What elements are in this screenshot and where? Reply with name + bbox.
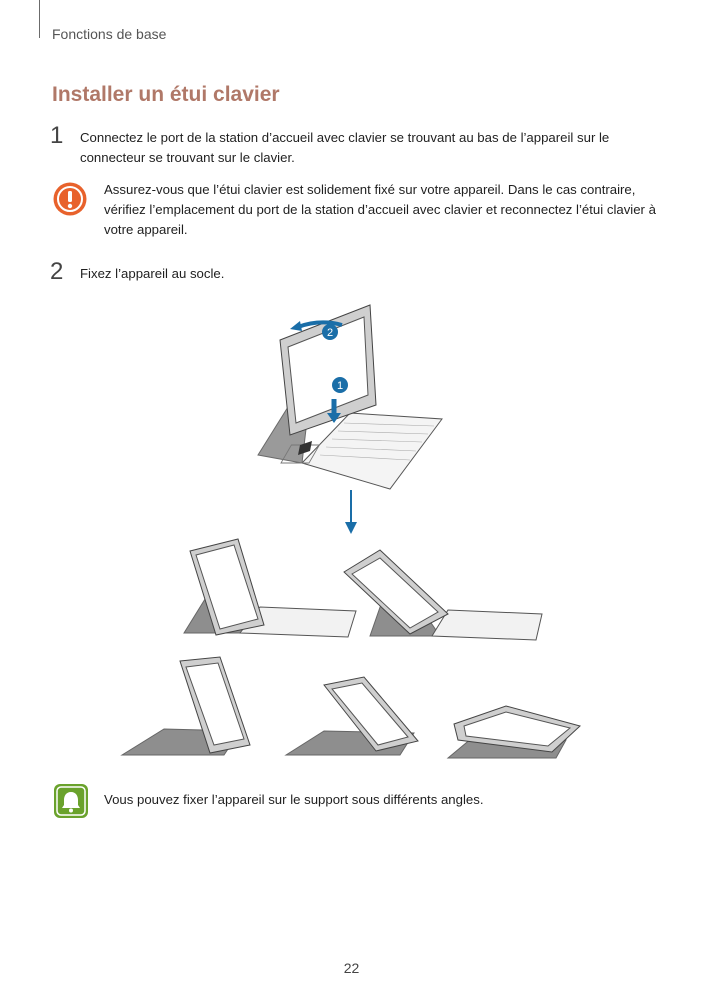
angle-illustration-4 [284,675,434,760]
page-number: 22 [343,960,360,976]
angle-illustration-5 [446,700,586,762]
caution-text: Assurez-vous que l’étui clavier est solidement fixé sur votre appareil. Dans le cas contraire, vérifiez l’emplacement du port de la station d’accueil avec clavier et reconnectez l’étui clavier à votre appareil. [104,182,656,237]
caution-icon [53,182,87,216]
notice-text: Vous pouvez fixer l’appareil sur le support sous différents angles. [104,792,484,807]
step-1-number: 1 [50,122,64,149]
callout-2-label: 2 [326,327,334,339]
step-1-text: Connectez le port de la station d’accueil avec clavier se trouvant au bas de l’appareil sur le connecteur se trouvant sur le clavier. [80,130,610,165]
angle-illustration-2 [340,548,545,643]
arrow-down-icon [344,490,358,534]
bell-icon [54,784,88,818]
page-title: Installer un étui clavier [52,83,280,106]
angle-illustration-1 [180,535,360,640]
section-header: Fonctions de base [52,26,167,42]
callout-1-label: 1 [336,380,344,392]
step-2-number: 2 [50,258,64,285]
angle-illustration-3 [120,655,270,760]
attach-keyboard-illustration [250,295,450,495]
step-2-text: Fixez l’appareil au socle. [80,266,225,281]
header-rule [39,0,40,38]
